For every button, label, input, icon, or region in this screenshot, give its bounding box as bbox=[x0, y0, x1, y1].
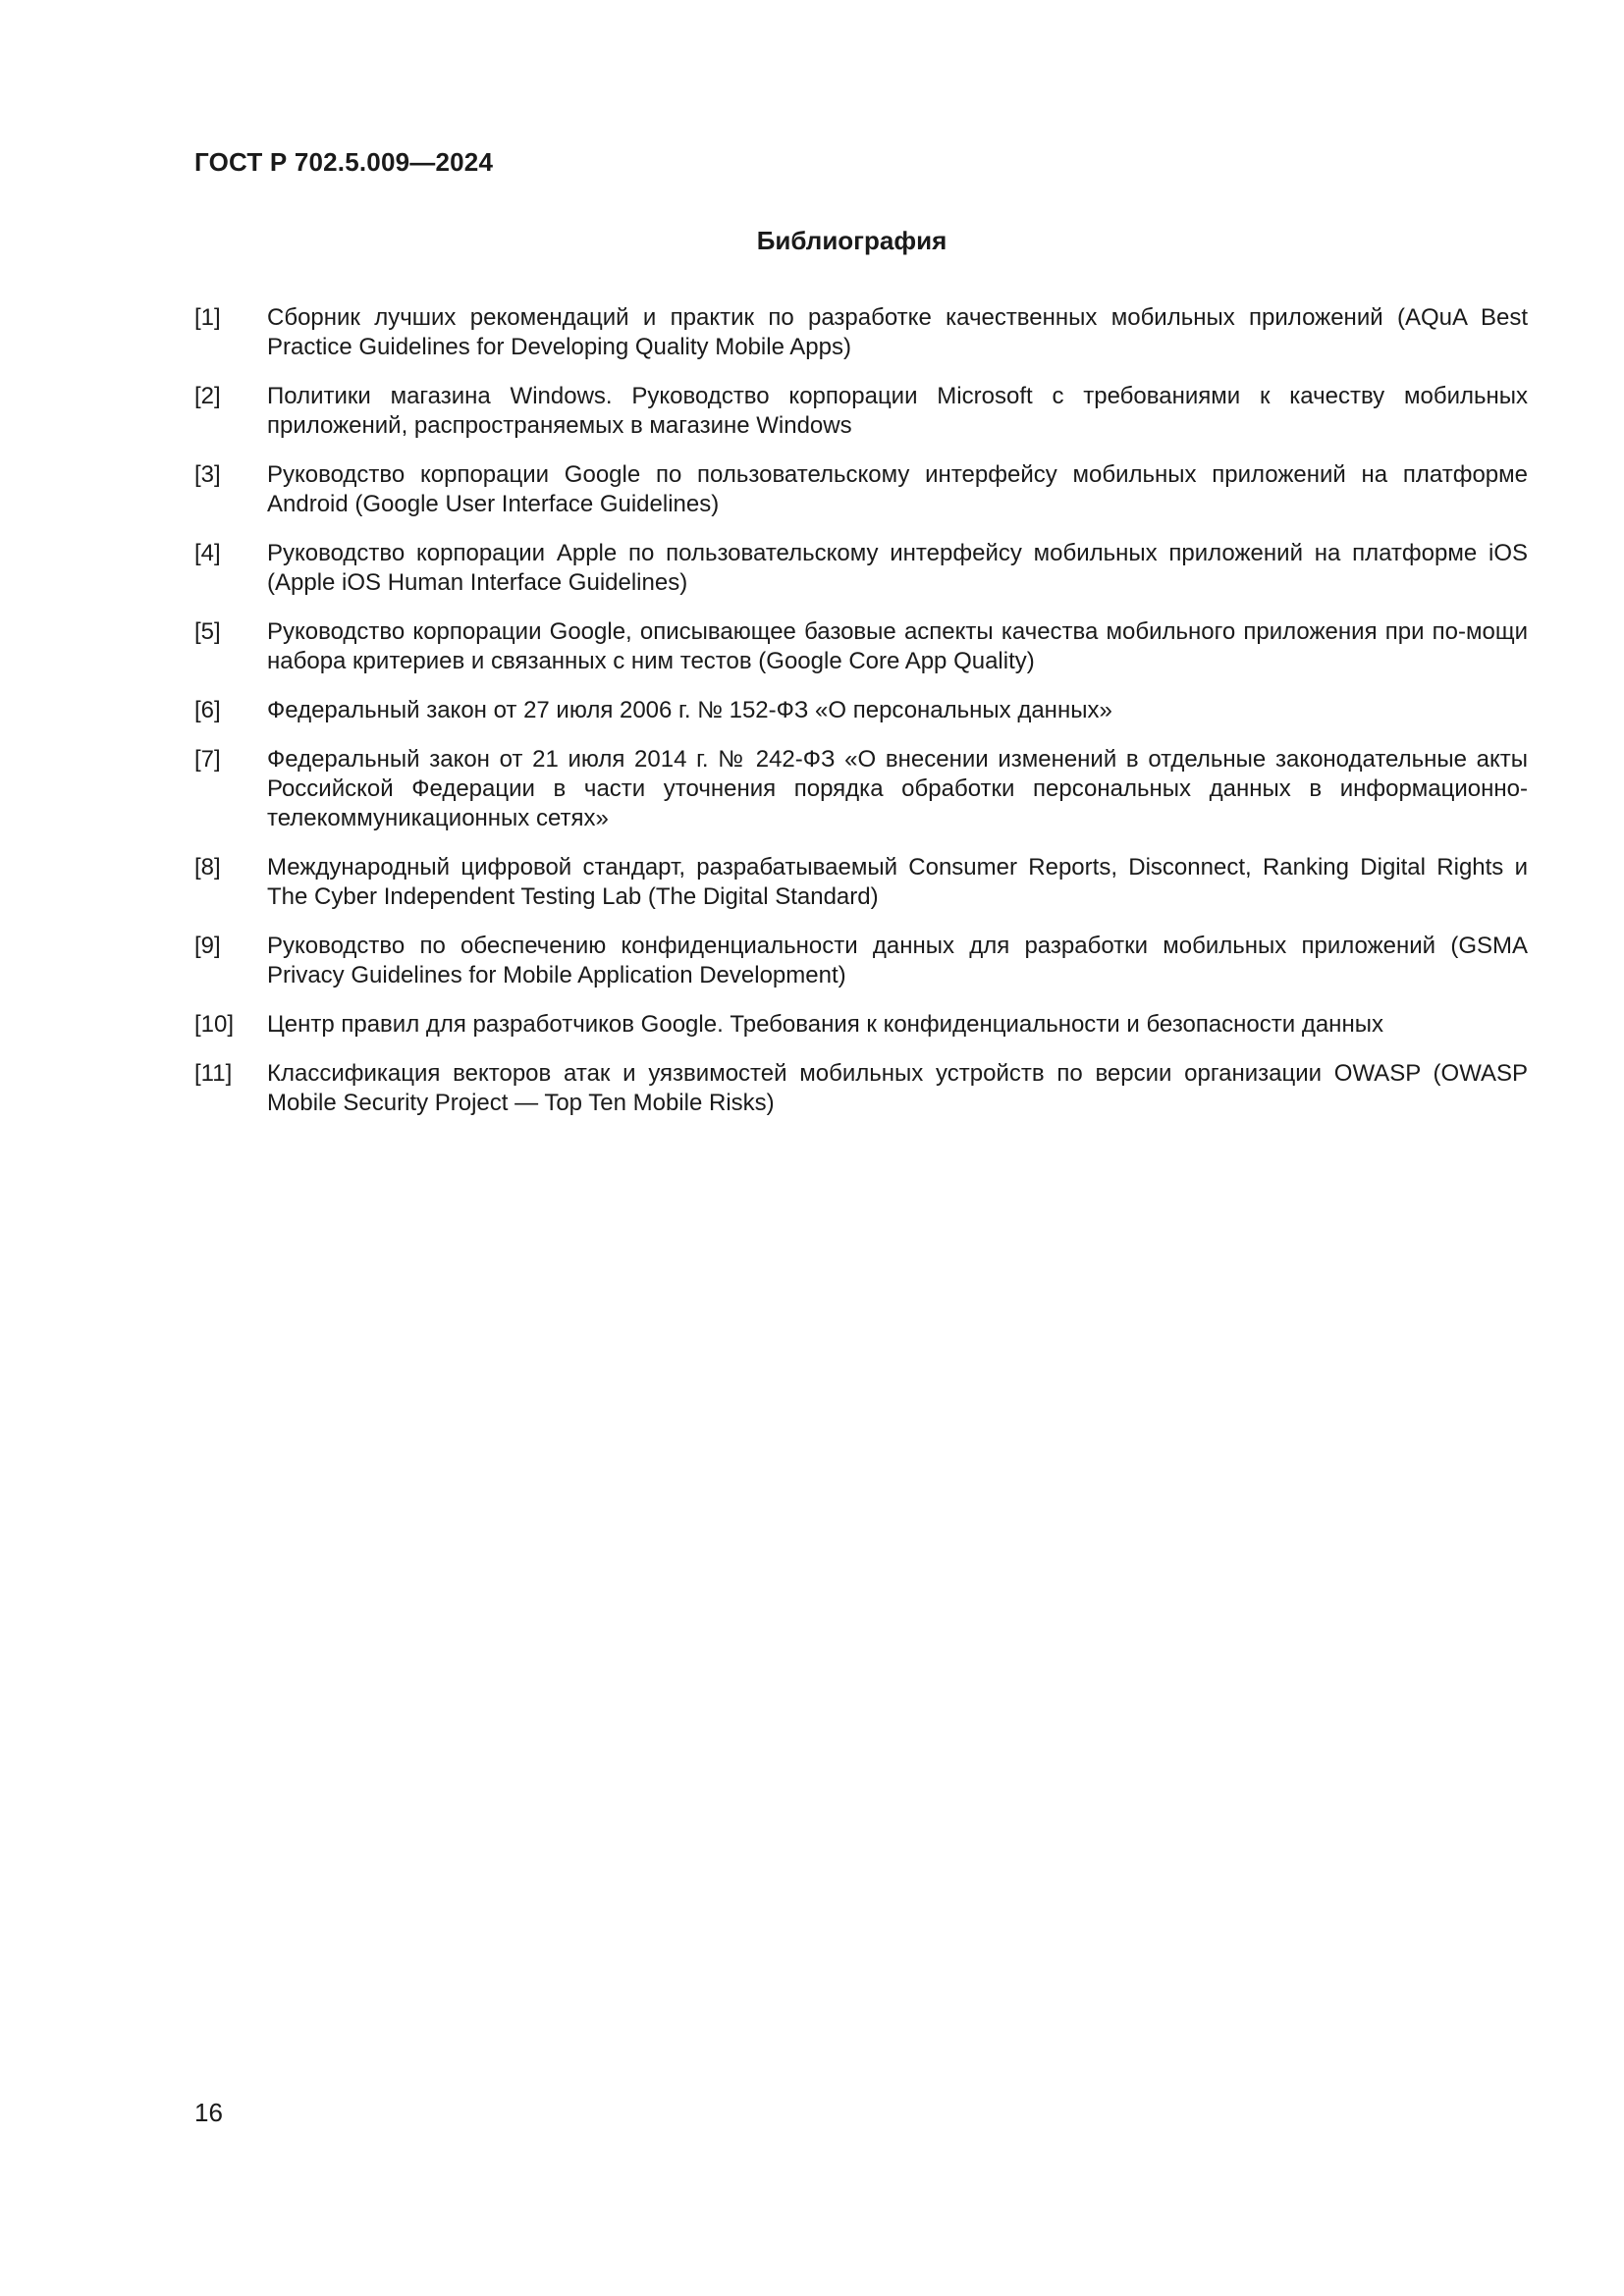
section-title: Библиография bbox=[756, 226, 947, 255]
reference-number: [5] bbox=[194, 618, 221, 645]
reference-number: [9] bbox=[194, 933, 221, 959]
reference-text: Политики магазина Windows. Руководство корпорации Microsoft с требованиями к качеству мобильных приложений, распространяемых в магазине Windows bbox=[267, 383, 1528, 439]
bibliography-item bbox=[194, 932, 1528, 990]
bibliography-item bbox=[194, 696, 1528, 725]
reference-number: [8] bbox=[194, 854, 221, 881]
reference-text: Руководство корпорации Google, описывающее базовые аспекты качества мобильного приложения при по-мощи набора критериев и связанных с ним тестов (Google Core App Quality) bbox=[267, 618, 1528, 674]
bibliography-item bbox=[194, 1059, 1528, 1118]
reference-text: Федеральный закон от 21 июля 2014 г. № 242-ФЗ «О внесении изменений в отдельные законодательные акты Российской Федерации в части уточнения порядка обработки персональных данных в информационно-телекоммуникационных сетях» bbox=[267, 746, 1528, 831]
reference-text: Руководство по обеспечению конфиденциальности данных для разработки мобильных приложений (GSMA Privacy Guidelines for Mobile Application Development) bbox=[267, 933, 1528, 988]
reference-number: [7] bbox=[194, 746, 221, 773]
reference-text: Руководство корпорации Apple по пользовательскому интерфейсу мобильных приложений на платформе iOS (Apple iOS Human Interface Guidelines) bbox=[267, 540, 1528, 596]
reference-number: [11] bbox=[194, 1060, 233, 1087]
bibliography-item bbox=[194, 617, 1528, 676]
bibliography-item bbox=[194, 303, 1528, 362]
bibliography-item bbox=[194, 460, 1528, 519]
reference-text: Руководство корпорации Google по пользовательскому интерфейсу мобильных приложений на платформе Android (Google User Interface Guidelines) bbox=[267, 461, 1528, 517]
reference-number: [1] bbox=[194, 304, 221, 331]
reference-text: Классификация векторов атак и уязвимостей мобильных устройств по версии организации OWASP (OWASP Mobile Security Project — Top Ten Mobile Risks) bbox=[267, 1060, 1528, 1116]
bibliography-item bbox=[194, 853, 1528, 912]
reference-number: [6] bbox=[194, 697, 221, 723]
bibliography-list bbox=[194, 303, 1528, 1138]
reference-number: [3] bbox=[194, 461, 221, 488]
reference-text: Сборник лучших рекомендаций и практик по разработке качественных мобильных приложений (AQuA Best Practice Guidelines for Developing Quality Mobile Apps) bbox=[267, 304, 1528, 360]
bibliography-item bbox=[194, 382, 1528, 441]
reference-text: Международный цифровой стандарт, разрабатываемый Consumer Reports, Disconnect, Ranking Digital Rights и The Cyber Independent Testing Lab (The Digital Standard) bbox=[267, 854, 1528, 910]
reference-text: Федеральный закон от 27 июля 2006 г. № 152-ФЗ «О персональных данных» bbox=[267, 697, 1112, 723]
bibliography-item bbox=[194, 1010, 1528, 1040]
reference-number: [4] bbox=[194, 540, 221, 566]
document-code: ГОСТ Р 702.5.009—2024 bbox=[194, 147, 494, 177]
bibliography-item bbox=[194, 539, 1528, 598]
reference-number: [10] bbox=[194, 1011, 235, 1038]
bibliography-item bbox=[194, 745, 1528, 833]
reference-text: Центр правил для разработчиков Google. Требования к конфиденциальности и безопасности данных bbox=[267, 1011, 1383, 1038]
reference-number: [2] bbox=[194, 383, 221, 409]
page-number: 16 bbox=[194, 2098, 223, 2127]
